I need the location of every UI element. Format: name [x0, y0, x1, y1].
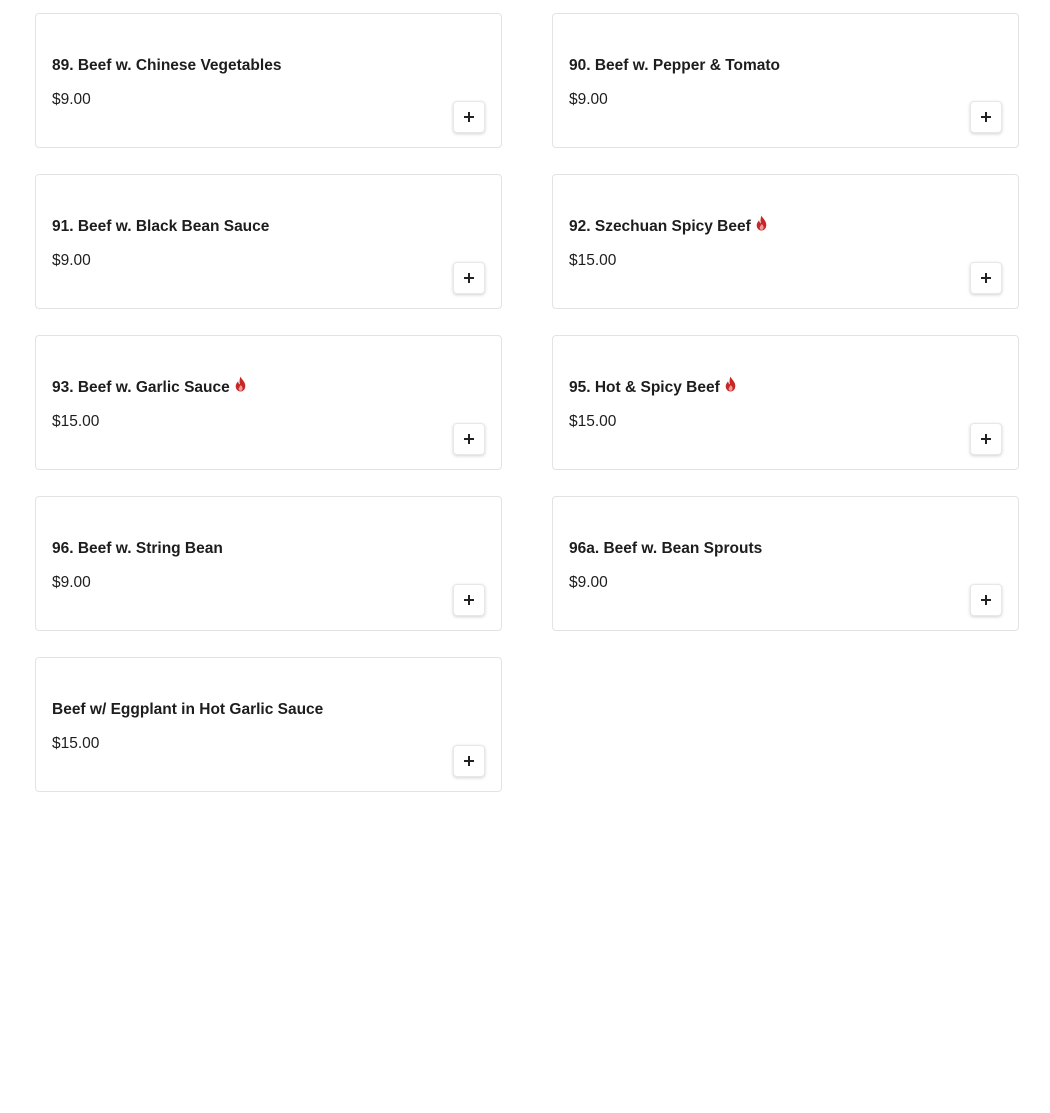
chili-flame-icon — [724, 376, 737, 392]
menu-item-name: 95. Hot & Spicy Beef — [569, 379, 737, 397]
menu-item-name: 93. Beef w. Garlic Sauce — [52, 379, 247, 397]
menu-item-card[interactable] — [35, 13, 502, 148]
menu-item-name: 91. Beef w. Black Bean Sauce — [52, 218, 270, 235]
add-to-cart-button[interactable] — [453, 423, 485, 455]
add-to-cart-button[interactable] — [453, 584, 485, 616]
menu-item-card[interactable] — [35, 335, 502, 470]
add-to-cart-button[interactable] — [453, 101, 485, 133]
plus-icon — [981, 112, 991, 122]
menu-item-name: 96a. Beef w. Bean Sprouts — [569, 540, 763, 557]
menu-item-card[interactable] — [552, 496, 1019, 631]
plus-icon — [981, 434, 991, 444]
chili-flame-icon — [234, 376, 247, 392]
menu-item-name: Beef w/ Eggplant in Hot Garlic Sauce — [52, 701, 324, 718]
menu-item-price: $9.00 — [569, 91, 608, 108]
plus-icon — [981, 595, 991, 605]
add-to-cart-button[interactable] — [453, 745, 485, 777]
menu-item-price: $15.00 — [569, 413, 617, 430]
menu-item-card[interactable] — [35, 657, 502, 792]
chili-flame-icon — [755, 215, 768, 231]
menu-item-name: 96. Beef w. String Bean — [52, 540, 223, 557]
menu-item-price: $9.00 — [52, 91, 91, 108]
menu-item-name: 89. Beef w. Chinese Vegetables — [52, 57, 282, 74]
menu-item-card[interactable] — [552, 335, 1019, 470]
menu-item-price: $15.00 — [52, 413, 100, 430]
plus-icon — [464, 112, 474, 122]
plus-icon — [464, 273, 474, 283]
menu-item-card[interactable] — [35, 174, 502, 309]
menu-item-price: $15.00 — [52, 735, 100, 752]
menu-item-card[interactable] — [552, 13, 1019, 148]
menu-item-price: $9.00 — [569, 574, 608, 591]
menu-item-name: 92. Szechuan Spicy Beef — [569, 218, 768, 236]
add-to-cart-button[interactable] — [970, 423, 1002, 455]
menu-item-name: 90. Beef w. Pepper & Tomato — [569, 57, 781, 74]
plus-icon — [464, 756, 474, 766]
plus-icon — [981, 273, 991, 283]
menu-item-card[interactable] — [35, 496, 502, 631]
add-to-cart-button[interactable] — [970, 101, 1002, 133]
menu-item-card[interactable] — [552, 174, 1019, 309]
add-to-cart-button[interactable] — [970, 262, 1002, 294]
plus-icon — [464, 434, 474, 444]
menu-item-price: $9.00 — [52, 252, 91, 269]
add-to-cart-button[interactable] — [453, 262, 485, 294]
add-to-cart-button[interactable] — [970, 584, 1002, 616]
menu-item-price: $15.00 — [569, 252, 617, 269]
plus-icon — [464, 595, 474, 605]
menu-item-price: $9.00 — [52, 574, 91, 591]
